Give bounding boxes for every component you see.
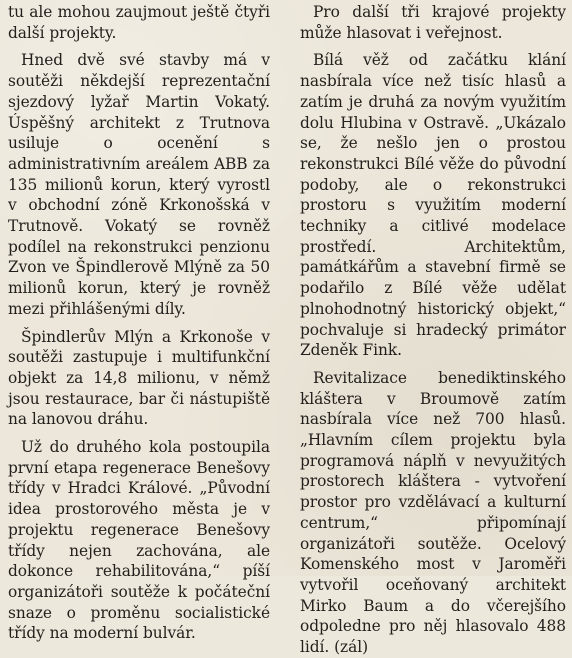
left-paragraph-4: Už do druhého kola postoupila první etapa regenerace Benešovy třídy v Hradci Králové. „Původní idea prostorového města je v projektu regenerace Benešovy třídy nejen zachována, ale dokonce rehabilitována,“ píší organizátoři soutěže k počáteční snaze o proměnu socialistické třídy na moderní bulvár. xyxy=(8,438,270,643)
left-paragraph-2: Hned dvě své stavby má v soutěži někdejší reprezentační sjezdový lyžař Martin Vokatý. Úspěšný architekt z Trutnova usiluje o ocenění s administrativním areálem ABB za 135 milionů korun, který vyrostl v obchodní zóně Krkonošská v Trutnově. Vokatý se rovněž podílel na rekonstrukci penzionu Zvon ve Špindlerově Mlýně za 50 milionů korun, který je rovněž mezi přihlášenými díly. xyxy=(8,51,270,318)
left-column xyxy=(8,2,270,643)
left-paragraph-1: tu ale mohou zaujmout ještě čtyři další projekty. xyxy=(8,3,270,42)
right-column xyxy=(300,2,566,657)
right-paragraph-2: Bílá věž od začátku klání nasbírala více než tisíc hlasů a zatím je druhá za novým využitím dolu Hlubina v Ostravě. „Ukázalo se, že nešlo jen o prostou rekonstrukci Bílé věže do původní podoby, ale o rekonstrukci prostoru s využitím moderní techniky a citlivé modelace prostředí. Architektům, památkářům a stavební firmě se podařilo z Bílé věže udělat plnohodnotný historický objekt,“ pochvaluje si hradecký primátor Zdeněk Fink. xyxy=(300,51,566,360)
right-paragraph-1: Pro další tři krajové projekty může hlasovat i veřejnost. xyxy=(300,3,566,42)
left-paragraph-3: Špindlerův Mlýn a Krkonoše v soutěži zastupuje i multifunkční objekt za 14,8 milionu, v němž jsou restaurace, bar či nástupiště na lanovou dráhu. xyxy=(8,327,270,429)
right-paragraph-3: Revitalizace benediktinského kláštera v Broumově zatím nasbírala více než 700 hlasů. „Hlavním cílem projektu byla programová náplň v nevyužitých prostorech kláštera - vytvoření prostor pro vzdělávací a kulturní centrum,“ připomínají organizátoři soutěže. Ocelový Komenského most v Jaroměři vytvořil oceňovaný architekt Mirko Baum a do včerejšího odpoledne pro něj hlasovalo 488 lidí. (zál) xyxy=(300,368,566,657)
